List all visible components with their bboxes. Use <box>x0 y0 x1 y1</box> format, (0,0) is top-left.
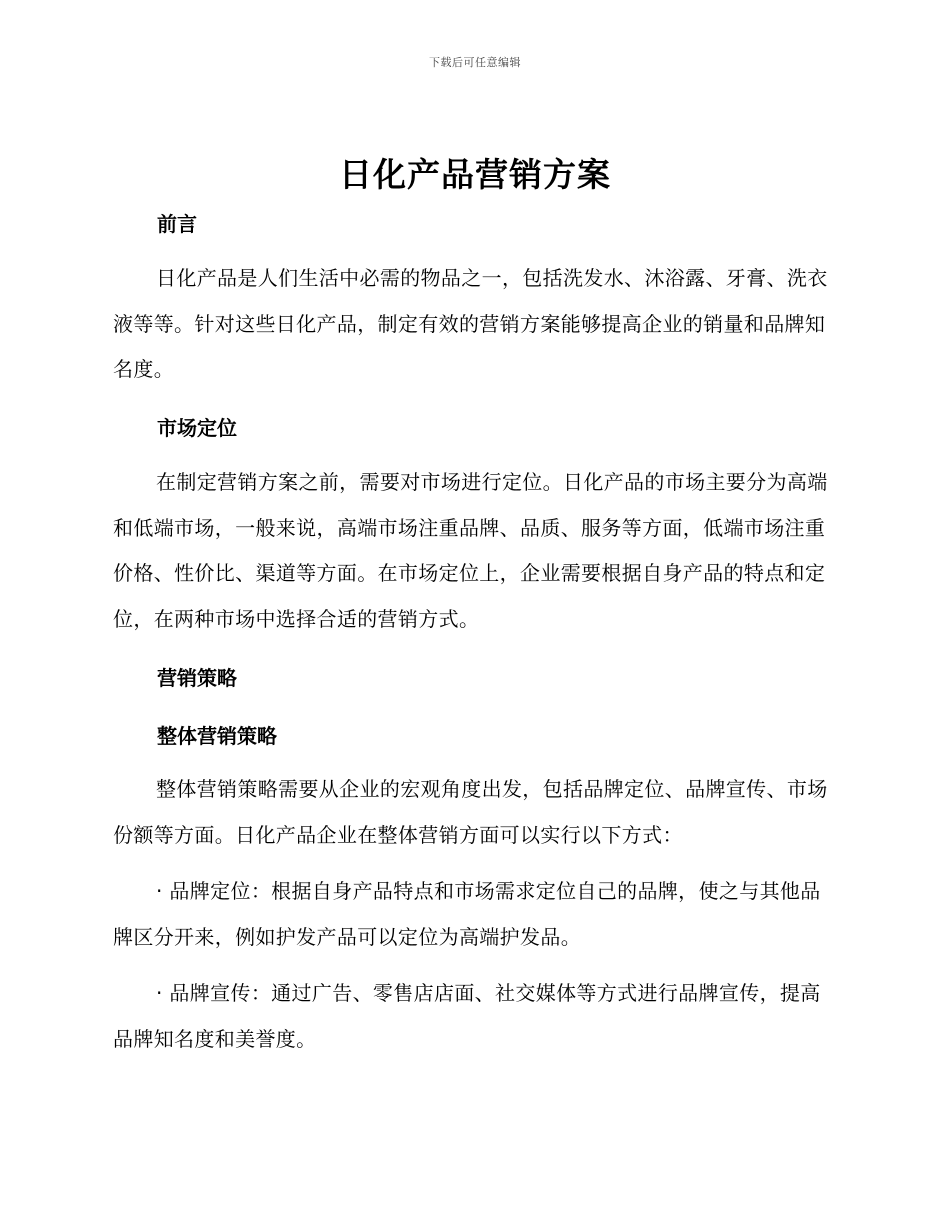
heading-overall-strategy: 整体营销策略 <box>157 724 277 748</box>
paragraph-market-positioning: 在制定营销方案之前，需要对市场进行定位。日化产品的市场主要分为高端和低端市场，一般来说，高端市场注重品牌、品质、服务等方面，低端市场注重价格、性价比、渠道等方面。在市场定位上，企业需要根据自身产品的特点和定位，在两种市场中选择合适的营销方式。 <box>113 470 828 631</box>
heading-preface: 前言 <box>157 212 197 236</box>
heading-marketing-strategy: 营销策略 <box>157 666 237 690</box>
document-title: 日化产品营销方案 <box>339 155 611 194</box>
heading-market-positioning: 市场定位 <box>157 416 237 440</box>
paragraph-overall-strategy: 整体营销策略需要从企业的宏观角度出发，包括品牌定位、品牌宣传、市场份额等方面。日化产品企业在整体营销方面可以实行以下方式： <box>113 777 828 847</box>
list-item-brand-positioning: · 品牌定位：根据自身产品特点和市场需求定位自己的品牌，使之与其他品牌区分开来，例如护发产品可以定位为高端护发品。 <box>113 879 821 949</box>
list-item-brand-promotion: · 品牌宣传：通过广告、零售店店面、社交媒体等方式进行品牌宣传，提高品牌知名度和美誉度。 <box>113 981 821 1051</box>
page-header-note: 下载后可任意编辑 <box>429 56 521 69</box>
paragraph-preface: 日化产品是人们生活中必需的物品之一，包括洗发水、沐浴露、牙膏、洗衣液等等。针对这些日化产品，制定有效的营销方案能够提高企业的销量和品牌知名度。 <box>113 266 828 381</box>
